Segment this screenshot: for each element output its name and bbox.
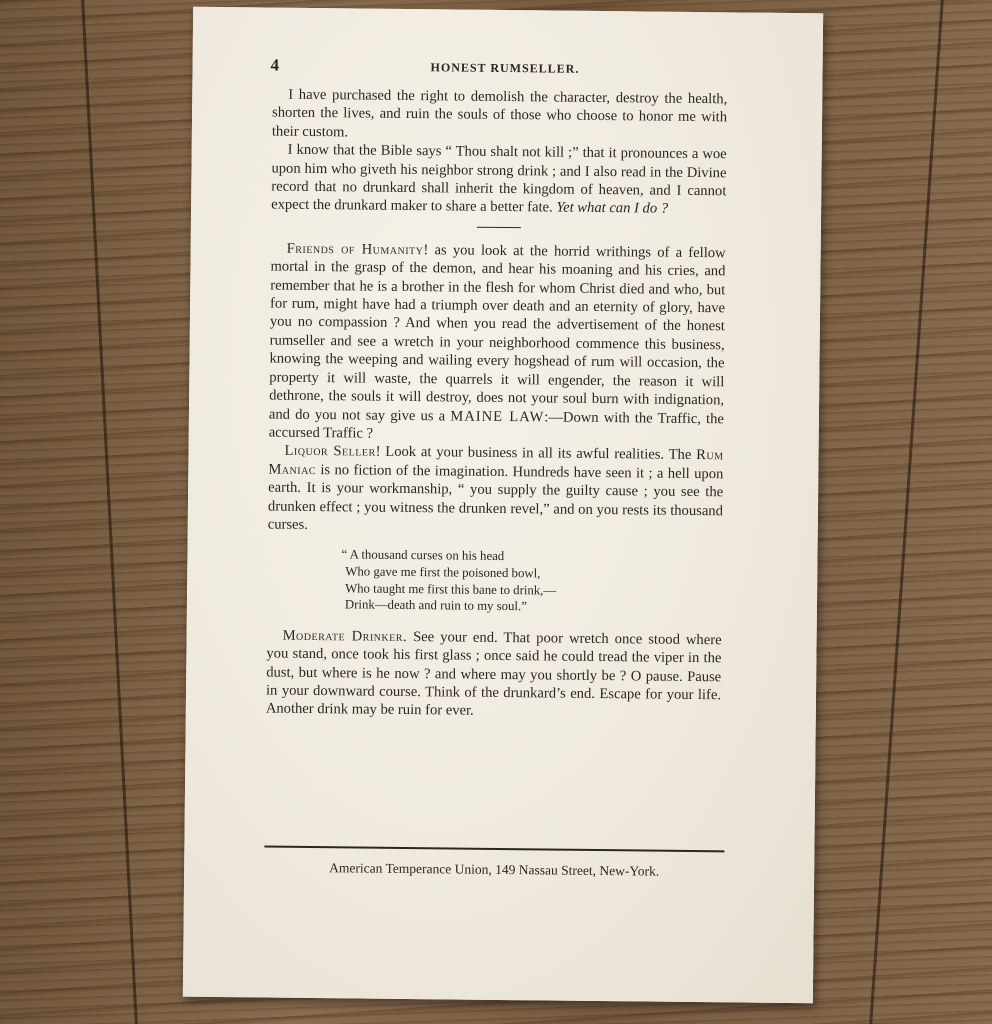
verse-line: Drink—death and ruin to my soul.” xyxy=(344,597,527,614)
paragraph-text: is no fiction of the imagination. Hundreds have seen it ; a hell upon earth. It is your workmanship, “ you supply the guilty cause ; you see the drunken effect ; you witness the drunken revel,” and on you rests its thousand curses. xyxy=(267,461,724,533)
paragraph-text: I know that the Bible says “ Thou shalt not kill ;” that it pronounces a woe upon him who giveth his neighbor strong drink ; and I also read in the Divine record that no drunkard shall inherit the kingdom of heaven, and I cannot expect the drunkard maker to share a better fate. xyxy=(271,141,727,216)
paragraph-lead: Moderate Drinker. xyxy=(282,627,408,645)
verse-line: Who taught me first this bane to drink,— xyxy=(345,580,557,598)
italic-phrase: Yet what can I do ? xyxy=(556,199,669,218)
paragraph-text: See your end. That poor wretch once stood where you stand, once took his first glass ; once said he could tread the viper in the dust, but where is he now ? and where may you shortly be ? O pause. Pause in your downward course. Think of the drunkard’s end. Escape for your life. Another drink may be ruin for ever. xyxy=(265,628,722,720)
running-title: HONEST RUMSELLER. xyxy=(430,60,580,76)
paragraph-text: ! as you look at the horrid writhings of a fellow mortal in the grasp of the demon, and hear his moaning and his cries, and remember that he is a brother in the flesh for whom Christ died and who, but for rum, might have had a triumph over death and an eternity of glory, have you no compassion ? And when you read the advertisement of the honest rumseller and see a wretch in your neighborhood commence this business, knowing the weeping and wailing every hogshead of rum will occasion, the property it will waste, the quarrels it will engender, the reason it will dethrone, the souls it will destroy, does not your soul burn with indignation, and do you not say give us a xyxy=(268,241,726,424)
publisher-imprint: American Temperance Union, 149 Nassau Street, New-York. xyxy=(329,860,660,879)
footer-rule xyxy=(264,846,724,853)
paragraph-lead: Friends of Humanity xyxy=(286,240,424,258)
paragraph xyxy=(268,442,724,539)
emphasis-caps: MAINE LAW xyxy=(450,407,545,425)
floor-seam xyxy=(81,0,138,1024)
emphasis-small-caps: Rum Maniac xyxy=(268,447,724,478)
verse-line: Who gave me first the poisoned bowl, xyxy=(345,564,541,581)
page-header xyxy=(270,56,740,81)
floor-seam xyxy=(869,0,944,1024)
page-number: 4 xyxy=(270,55,280,75)
paragraph xyxy=(271,141,727,219)
paragraph: I have purchased the right to demolish the character, destroy the health, shorten the lives, and ruin the souls of those who choose to honor me with their custom. xyxy=(271,86,728,141)
section-divider xyxy=(476,227,520,228)
page-body xyxy=(266,86,728,723)
printed-page xyxy=(183,7,823,1004)
paragraph-lead: Liquor Seller xyxy=(284,443,376,460)
quoted-verse xyxy=(341,547,723,617)
paragraph xyxy=(266,626,722,723)
paragraph xyxy=(269,239,726,446)
verse-line: “ A thousand curses on his head xyxy=(341,547,505,564)
paragraph-text: :—Down with the Traffic, the accursed Traffic ? xyxy=(268,408,724,442)
paragraph-text: ! Look at your business in all its awful realities. The xyxy=(375,443,692,464)
